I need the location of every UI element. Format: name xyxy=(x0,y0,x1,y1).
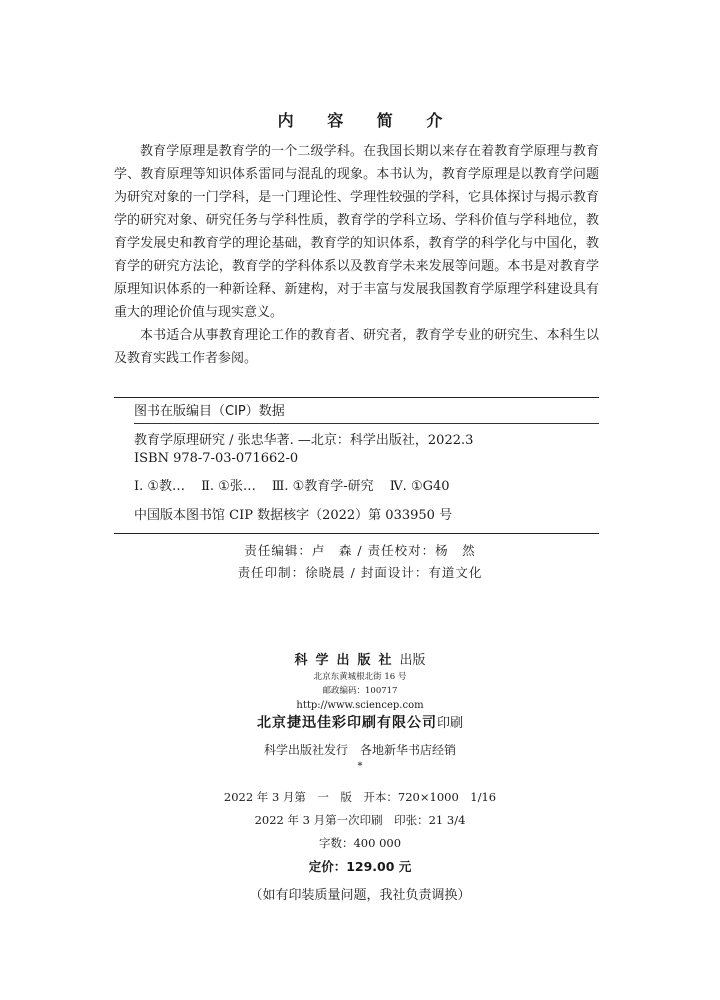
publisher-url: http://www.sciencep.com xyxy=(296,700,424,711)
page-title: 内 容 简 介 xyxy=(277,111,457,130)
quality-notice: （如有印装质量问题，我社负责调换） xyxy=(249,888,471,903)
edition-line: 2022 年 3 月第 一 版 开本：720×1000 1/16 xyxy=(223,790,497,804)
publisher-suffix: 出版 xyxy=(399,653,426,668)
cip-subject: Ⅳ. ①G40 xyxy=(389,479,450,494)
cip-isbn: ISBN 978-7-03-071662-0 xyxy=(134,451,299,466)
cip-subject: Ⅰ. ①教… xyxy=(134,479,186,494)
cip-block xyxy=(114,397,599,534)
separator-asterisk: * xyxy=(357,761,363,772)
summary-paragraph: 教育学原理是教育学的一个二级学科。在我国长期以来存在着教育学原理与教育学、教育原理等知识体系雷同与混乱的现象。本书认为，教育学原理是以教育学问题为研究对象的一门学科，是一门理论性、学理性较强的学科，它具体探讨与揭示教育学的研究对象、研究任务与学科性质，教育学的学科立场、学科价值与学科地位，教育学发展史和教育学的理论基础，教育学的知识体系，教育学的科学化与中国化，教育学的研究方法论，教育学的学科体系以及教育学未来发展等问题。本书是对教育学原理知识体系的一种新诠释、新建构，对于丰富与发展我国教育学原理学科建设具有重大的理论价值与现实意义。 xyxy=(114,144,599,320)
printer-line xyxy=(0,714,720,733)
cip-subjects xyxy=(134,478,466,496)
credits-editors: 责任编辑：卢 森 / 责任校对：杨 然 xyxy=(244,543,476,558)
publisher-name: 科学出版社 xyxy=(294,653,400,668)
price: 定价：129.00 元 xyxy=(308,859,412,874)
distribution-line: 科学出版社发行 各地新华书店经销 xyxy=(263,743,456,757)
printer-name: 北京捷迅佳彩印刷有限公司 xyxy=(256,715,437,731)
cip-entry: 教育学原理研究 / 张忠华著. —北京：科学出版社，2022.3 xyxy=(134,433,474,448)
publisher-address: 北京东黄城根北街 16 号 xyxy=(313,672,407,682)
publisher-line xyxy=(0,652,720,670)
cip-heading: 图书在版编目（CIP）数据 xyxy=(134,403,599,424)
publisher-postcode: 邮政编码：100717 xyxy=(322,686,398,696)
summary-paragraph: 本书适合从事教育理论工作的教育者、研究者，教育学专业的研究生、本科生以及教育实践工作者参阅。 xyxy=(114,328,599,366)
cip-verification: 中国版本图书馆 CIP 数据核字（2022）第 033950 号 xyxy=(134,508,453,523)
printing-line: 2022 年 3 月第一次印刷 印张：21 3/4 xyxy=(254,813,466,827)
printer-suffix: 印刷 xyxy=(436,716,463,731)
credits-section xyxy=(0,540,720,584)
cip-subject: Ⅱ. ①张… xyxy=(201,479,256,494)
cip-subject: Ⅲ. ①教育学-研究 xyxy=(271,479,374,494)
word-count: 字数：400 000 xyxy=(318,836,402,850)
publisher-section xyxy=(0,652,720,773)
specs-section xyxy=(0,786,720,879)
summary-section xyxy=(114,140,599,370)
credits-production: 责任印制：徐晓晨 / 封面设计：有道文化 xyxy=(237,565,483,580)
